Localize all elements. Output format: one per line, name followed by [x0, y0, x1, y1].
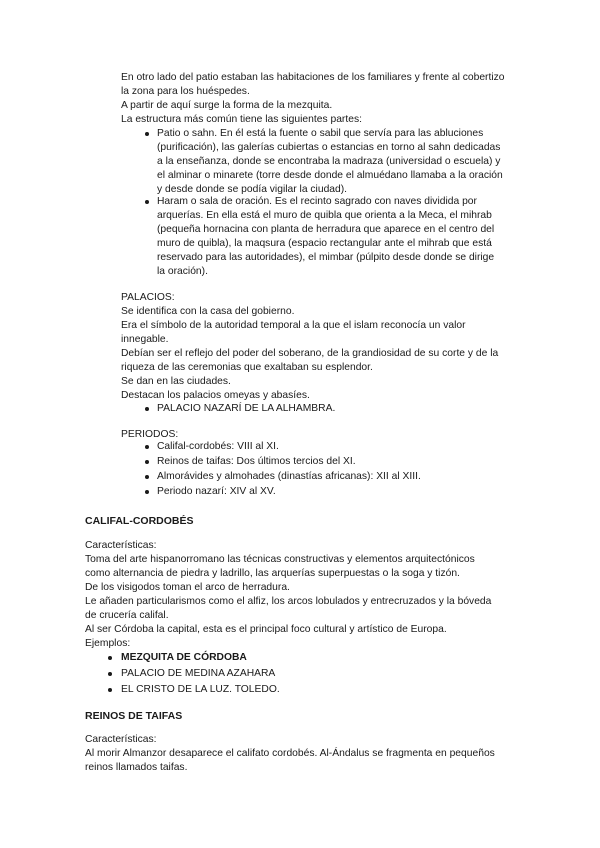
paragraph-line: como alternancia de piedra y ladrillo, las arquerías superpuestas o la soga y tizón. [85, 568, 460, 579]
paragraph-line: Al ser Córdoba la capital, esta es el principal foco cultural y artístico de Europa. [85, 624, 447, 635]
bullet-text: PALACIO NAZARÍ DE LA ALHAMBRA. [157, 403, 336, 414]
bullet-dot [108, 656, 112, 660]
paragraph-line: En otro lado del patio estaban las habitaciones de los familiares y frente al cobertizo [121, 72, 505, 83]
paragraph-line: la zona para los huéspedes. [121, 86, 250, 97]
bullet-dot [108, 688, 112, 692]
paragraph-line: Ejemplos: [85, 638, 131, 649]
bullet-dot [145, 132, 149, 136]
paragraph-line: Se identifica con la casa del gobierno. [121, 306, 295, 317]
bullet-text: Haram o sala de oración. Es el recinto sagrado con naves dividida por [157, 196, 477, 207]
bullet-dot [145, 475, 149, 479]
bullet-text: la oración). [157, 266, 208, 277]
paragraph-line: reinos llamados taifas. [85, 762, 188, 773]
bullet-dot [145, 407, 149, 411]
bullet-text: Almorávides y almohades (dinastías africanas): XII al XIII. [157, 471, 421, 482]
bullet-dot [145, 445, 149, 449]
section-label: PERIODOS: [121, 429, 179, 440]
bullet-text: Patio o sahn. En él está la fuente o sabil que servía para las abluciones [157, 128, 484, 139]
bullet-text: arquerías. En ella está el muro de quibla que orienta a la Meca, el mihrab [157, 210, 492, 221]
paragraph-line: De los visigodos toman el arco de herradura. [85, 582, 290, 593]
paragraph-line: Era el símbolo de la autoridad temporal a la que el islam reconocía un valor [121, 320, 466, 331]
bullet-dot [145, 200, 149, 204]
subheading: Características: [85, 540, 157, 551]
bullet-text: (purificación), las galerías cubiertas o estancias en torno al sahn dedicadas [157, 142, 501, 153]
paragraph-line: Se dan en las ciudades. [121, 376, 231, 387]
subheading: Características: [85, 734, 157, 745]
bullet-text: MEZQUITA DE CÓRDOBA [121, 652, 247, 663]
section-heading: CALIFAL-CORDOBÉS [85, 515, 194, 527]
paragraph-line: Le añaden particularismos como el alfiz, los arcos lobulados y entrecruzados y la bóveda [85, 596, 492, 607]
bullet-text: Reinos de taifas: Dos últimos tercios del XI. [157, 456, 356, 467]
section-heading: REINOS DE TAIFAS [85, 710, 183, 722]
bullet-text: Periodo nazarí: XIV al XV. [157, 486, 276, 497]
paragraph-line: Destacan los palacios omeyas y abasíes. [121, 390, 310, 401]
paragraph-line: Toma del arte hispanorromano las técnicas constructivas y elementos arquitectónicos [85, 554, 475, 565]
bullet-text: Califal-cordobés: VIII al XI. [157, 441, 279, 452]
bullet-text: (pequeña hornacina con planta de herradura que aparece en el centro del [157, 224, 495, 235]
paragraph-line: La estructura más común tiene las siguientes partes: [121, 114, 362, 125]
bullet-text: a la enseñanza, donde se encontraba la madraza (universidad o escuela) y [157, 156, 501, 167]
bullet-text: el alminar o minarete (torre desde donde el almuédano llamaba a la oración [157, 170, 503, 181]
bullet-text: y desde donde se podía vigilar la ciudad). [157, 184, 348, 195]
section-label: PALACIOS: [121, 292, 175, 303]
bullet-text: reservado para las autoridades), el mimbar (púlpito desde donde se dirige [157, 252, 495, 263]
bullet-text: EL CRISTO DE LA LUZ. TOLEDO. [121, 684, 280, 695]
bullet-dot [145, 460, 149, 464]
bullet-dot [108, 672, 112, 676]
bullet-text: PALACIO DE MEDINA AZAHARA [121, 668, 276, 679]
paragraph-line: innegable. [121, 334, 169, 345]
paragraph-line: Debían ser el reflejo del poder del soberano, de la grandiosidad de su corte y de la [121, 348, 499, 359]
paragraph-line: A partir de aquí surge la forma de la mezquita. [121, 100, 333, 111]
paragraph-line: riqueza de las ceremonias que exaltaban su esplendor. [121, 362, 373, 373]
bullet-text: muro de quibla), la maqsura (espacio rectangular ante el mihrab que está [157, 238, 492, 249]
paragraph-line: Al morir Almanzor desaparece el califato cordobés. Al-Ándalus se fragmenta en pequeños [85, 748, 495, 759]
bullet-dot [145, 490, 149, 494]
paragraph-line: de crucería califal. [85, 610, 169, 621]
